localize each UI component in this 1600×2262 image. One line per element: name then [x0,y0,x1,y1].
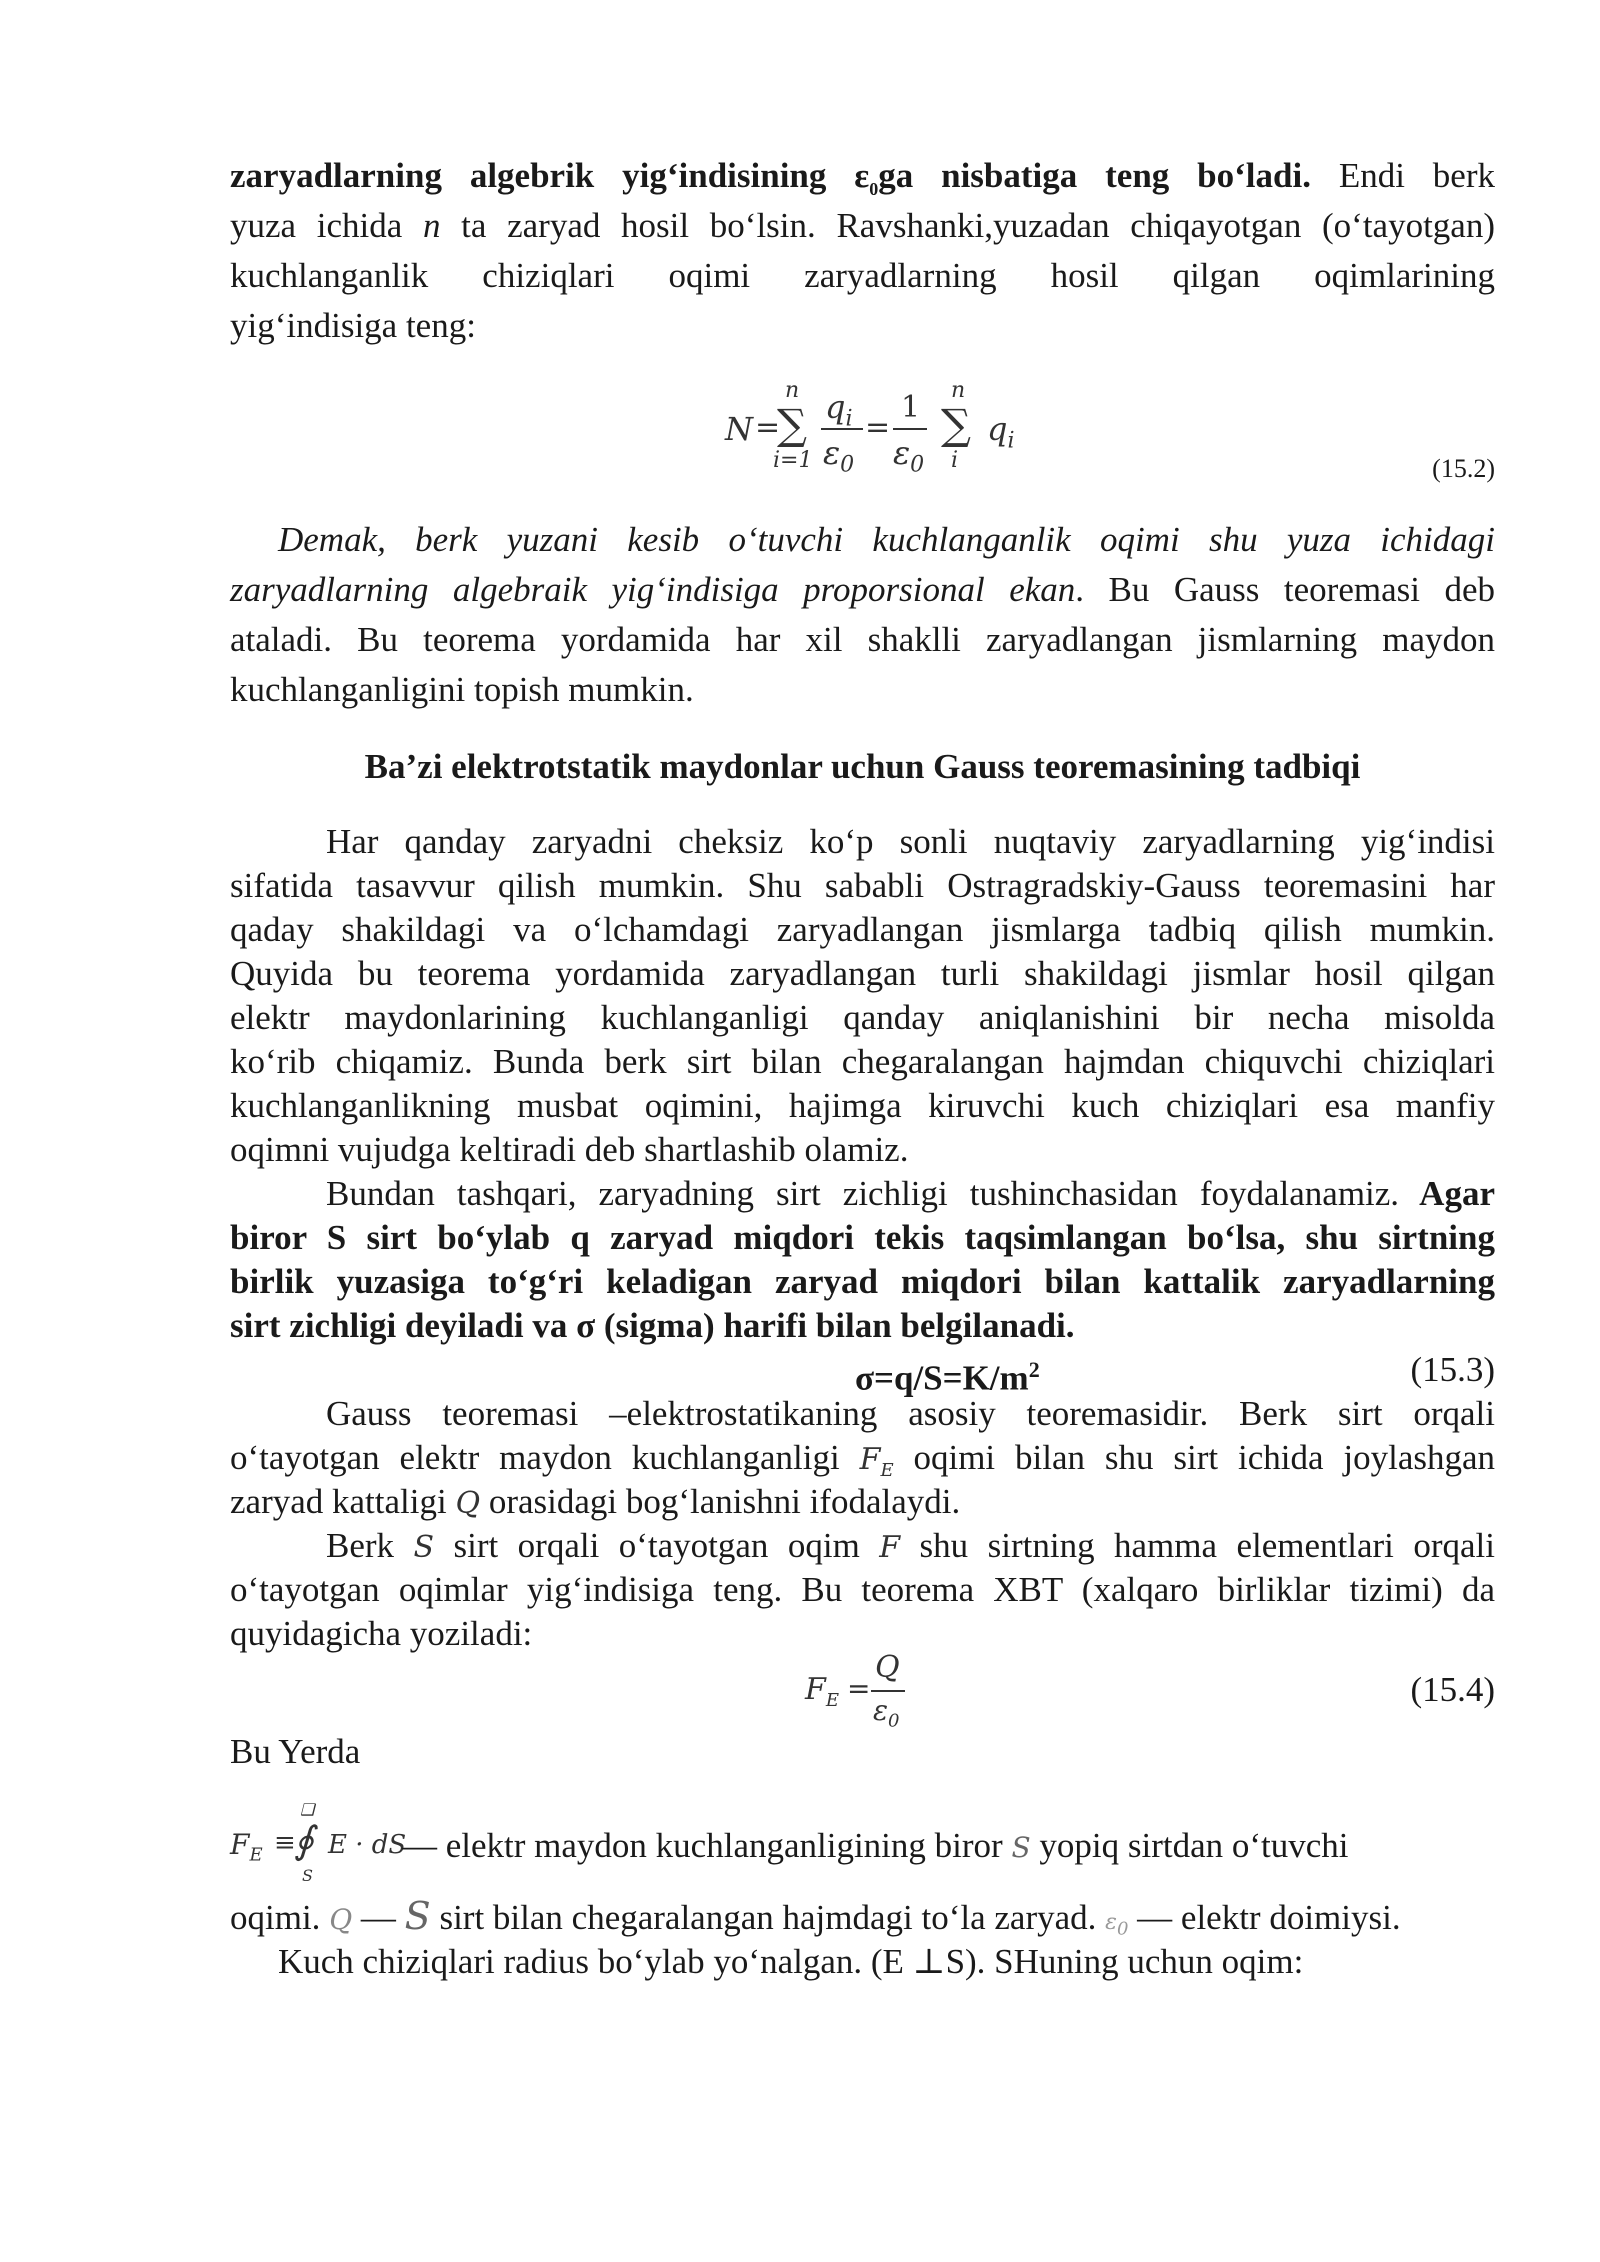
paragraph-line: oqimni vujudga keltiradi deb shartlashib olamiz. [230,1130,909,1169]
paragraph-line: Har qanday zaryadni cheksiz ko‘p sonli nuqtaviy zaryadlarning yig‘indisi [326,822,1495,861]
paragraph-line: oqimi. Q — S sirt bilan chegaralangan hajmdagi to‘la zaryad. $\varepsilon_0$ — elektr doimiysi. [230,1894,1401,1940]
paragraph-line: yig‘indisiga teng: [230,306,476,345]
sum-symbol: ∑ [777,400,807,449]
paragraph-line: Bundan tashqari, zaryadning sirt zichligi tushinchasidan foydalanamiz. Agar [326,1174,1495,1213]
paragraph-line: birlik yuzasiga to‘g‘ri keladigan zaryad miqdori bilan kattalik zaryadlarning [230,1262,1495,1301]
paragraph-line: zaryad kattaligi Q orasidagi bog‘lanishni ifodalaydi. [230,1482,961,1521]
fraction-bar [871,1690,905,1692]
paragraph-line: o‘tayotgan oqimlar yig‘indisiga teng. Bu teorema XBT (xalqaro birliklar tizimi) da [230,1570,1495,1609]
paragraph-line [230,154,1495,211]
section-heading: Ba’zi elektrotstatik maydonlar uchun Gauss teoremasining tadbiqi [364,747,1361,786]
paragraph-line: sirt zichligi deyiladi va σ (sigma) harifi bilan belgilanadi. [230,1306,1075,1345]
paragraph-line: Berk S sirt orqali o‘tayotgan oqim F shu sirtning hamma elementlari orqali [326,1526,1495,1565]
equation-number: (15.3) [1410,1350,1495,1389]
paragraph-line: biror S sirt bo‘ylab q zaryad miqdori tekis taqsimlangan bo‘lsa, shu sirtning [230,1218,1495,1257]
paragraph-line: Demak, berk yuzani kesib o‘tuvchi kuchlanganlik oqimi shu yuza ichidagi [278,520,1495,559]
equation-number: (15.2) [1432,454,1495,483]
fraction-bar [893,428,927,430]
paragraph-line: Gauss teoremasi –elektrostatikaning asosiy teoremasidir. Berk sirt orqali [326,1394,1495,1433]
paragraph-line: kuchlanganligini topish mumkin. [230,670,694,709]
paragraph-line: ataladi. Bu teorema yordamida har xil shaklli zaryadlangan jismlarning maydon [230,620,1495,659]
paragraph-line: Quyida bu teorema yordamida zaryadlangan turli shakildagi jismlar hosil qilgan [230,954,1495,993]
box-icon: ❑ [300,1800,315,1819]
paragraph-line: zaryadlarning algebraik yig‘indisiga proporsional ekan. Bu Gauss teoremasi deb [230,570,1495,609]
flux-definition: ❑ $F_E$ ≡ ∮ S E · dS — elektr maydon kuchlanganligining biror S yopiq sirtdan o‘tuvchi [230,1800,1349,1885]
paragraph-line: Kuch chiziqlari radius bo‘ylab yo‘nalgan. (E ⊥S). SHuning uchun oqim: [278,1942,1304,1981]
equation-15-2: N = n ∑ i=1 $q_i$ $\varepsilon_0$ = 1 $\varepsilon_0$ n ∑ i $q_i$ [725,378,1015,478]
paragraph-line: kuchlanganlikning musbat oqimini, hajimga kiruvchi kuch chiziqlari esa manfiy [230,1086,1495,1125]
text: Endi berk [1310,156,1495,195]
fraction-bar [821,428,863,430]
bold-statement: zaryadlarning algebrik yig‘indisining $\varepsilon_0ga$ nisbatiga teng bo‘ladi. [230,156,1311,199]
paragraph-line: o‘tayotgan elektr maydon kuchlanganligi $F_E$ oqimi bilan shu sirt ichida joylashgan [230,1438,1496,1481]
paragraph-line: ko‘rib chiqamiz. Bunda berk sirt bilan chegaralangan hajmdan chiquvchi chiziqlari [230,1042,1495,1081]
paragraph-line: elektr maydonlarining kuchlanganligi qanday aniqlanishini bir necha misolda [230,998,1495,1037]
paragraph-line: yuza ichida n ta zaryad hosil bo‘lsin. Ravshanki,yuzadan chiqayotgan (o‘tayotgan) [230,206,1495,245]
contour-integral-icon: ∮ [294,1818,314,1862]
paragraph-line: qaday shakildagi va o‘lchamdagi zaryadlangan jismlarga tadbiq qilish mumkin. [230,910,1495,949]
paragraph-line: kuchlanganlik chiziqlari oqimi zaryadlarning hosil qilgan oqimlarining [230,256,1495,295]
paragraph-line: quyidagicha yoziladi: [230,1614,533,1653]
sum-symbol: ∑ [941,400,971,449]
equation-number: (15.4) [1410,1670,1495,1709]
bu-yerda-label: Bu Yerda [230,1732,361,1771]
equation-15-4: $F_E$ = Q $\varepsilon_0$ [805,1650,915,1730]
equation-15-3: $\sigma=q/S=K/m^2$ [855,1357,1040,1398]
paragraph-line: sifatida tasavvur qilish mumkin. Shu sababli Ostragradskiy-Gauss teoremasini har [230,866,1495,905]
